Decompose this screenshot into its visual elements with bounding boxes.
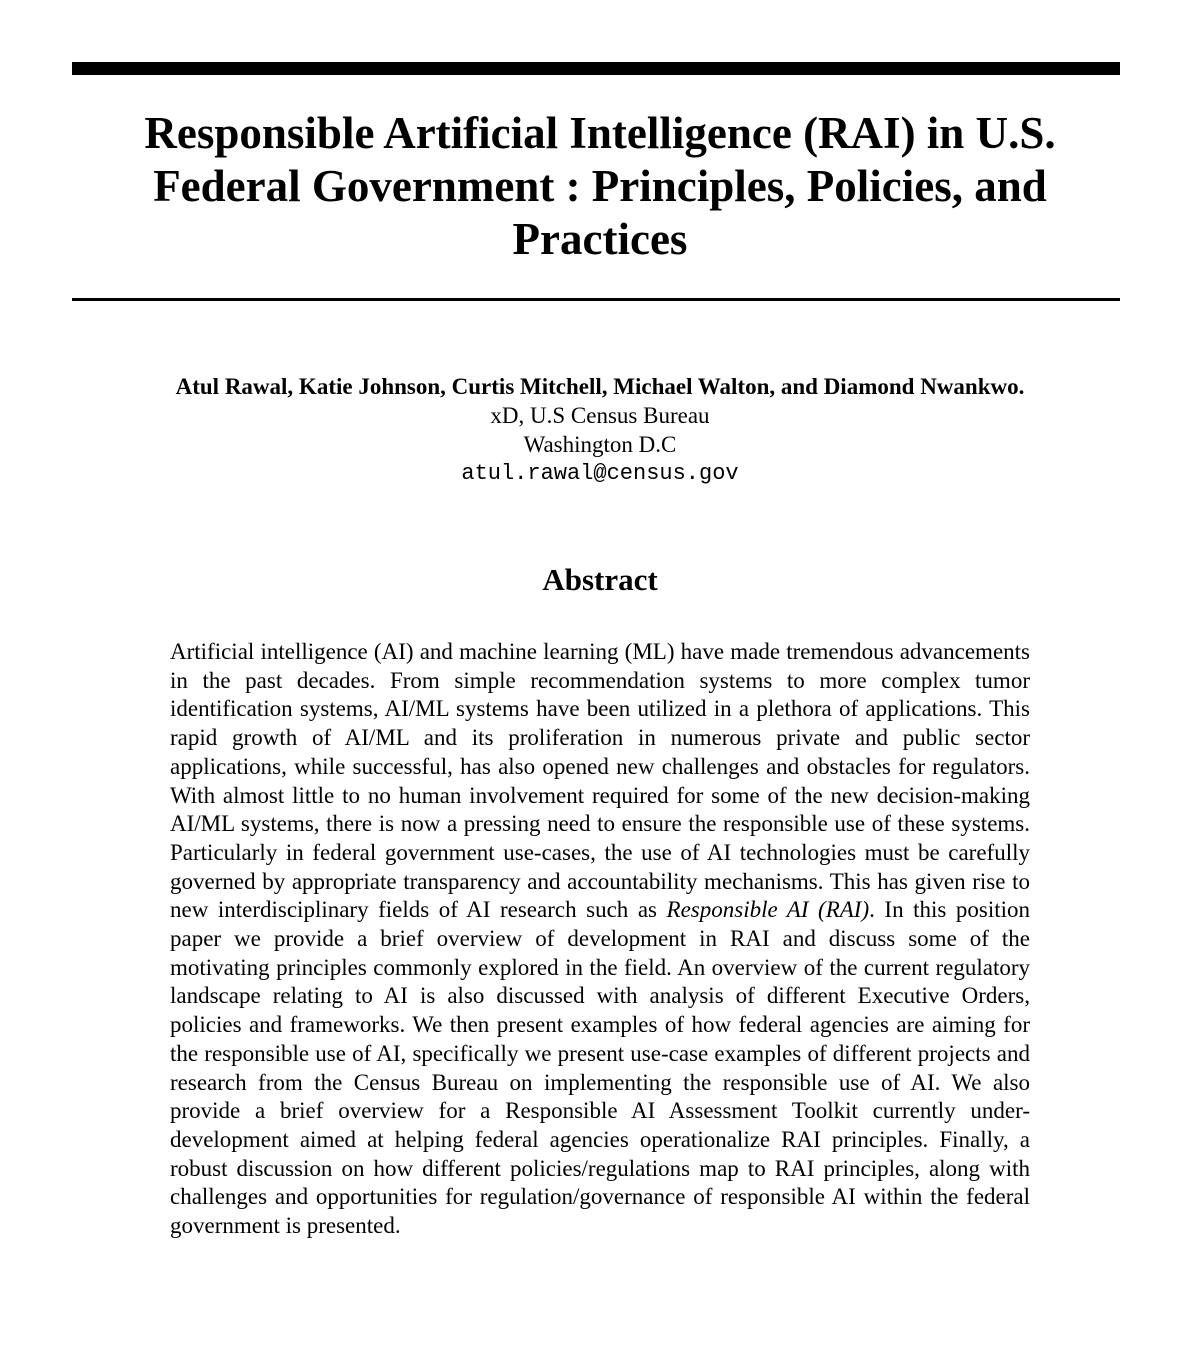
author-email: atul.rawal@census.gov (461, 461, 739, 486)
abstract-heading: Abstract (542, 562, 658, 597)
author-names: Atul Rawal, Katie Johnson, Curtis Mitchell, Michael Walton, and Diamond Nwankwo. (175, 374, 1025, 399)
top-horizontal-rule (72, 62, 1120, 75)
abstract-italic-phrase: Responsible AI (RAI) (666, 897, 870, 923)
abstract-text-before-italic: Artificial intelligence (AI) and machine learning (ML) have made tremendous advancements in the past decades. From simple recommendation systems to more complex tumor identification systems, AI/ML systems have been utilized in a plethora of applications. This rapid growth of AI/ML and its proliferation in numerous private and public sector applications, while successful, has also opened new challenges and obstacles for regulators. With almost little to no human involvement required for some of the new decision-making AI/ML systems, there is now a pressing need to ensure the responsible use of these systems. Particularly in federal government use-cases, the use of AI technologies must be carefully governed by appropriate transparency and accountability mechanisms. This has given rise to new interdisciplinary fields of AI research such as (170, 639, 1030, 923)
paper-title: Responsible Artificial Intelligence (RAI) in U.S. Federal Government : Principles, Policies, and Practices (144, 108, 1056, 264)
author-affiliation: xD, U.S Census Bureau (490, 403, 710, 428)
abstract-text-after-italic: . In this position paper we provide a brief overview of development in RAI and discuss some of the motivating principles commonly explored in the field. An overview of the current regulatory landscape relating to AI is also discussed with analysis of different Executive Orders, policies and frameworks. We then present examples of how federal agencies are aiming for the responsible use of AI, specifically we present use-case examples of different projects and research from the Census Bureau on implementing the responsible use of AI. We also provide a brief overview for a Responsible AI Assessment Toolkit currently under-development aimed at helping federal agencies operationalize RAI principles. Finally, a robust discussion on how different policies/regulations map to RAI principles, along with challenges and opportunities for regulation/governance of responsible AI within the federal government is presented. (170, 897, 1030, 1239)
title-separator-rule (72, 298, 1120, 301)
author-block (0, 372, 1200, 488)
abstract-body (170, 638, 1030, 1241)
author-location: Washington D.C (523, 432, 677, 457)
